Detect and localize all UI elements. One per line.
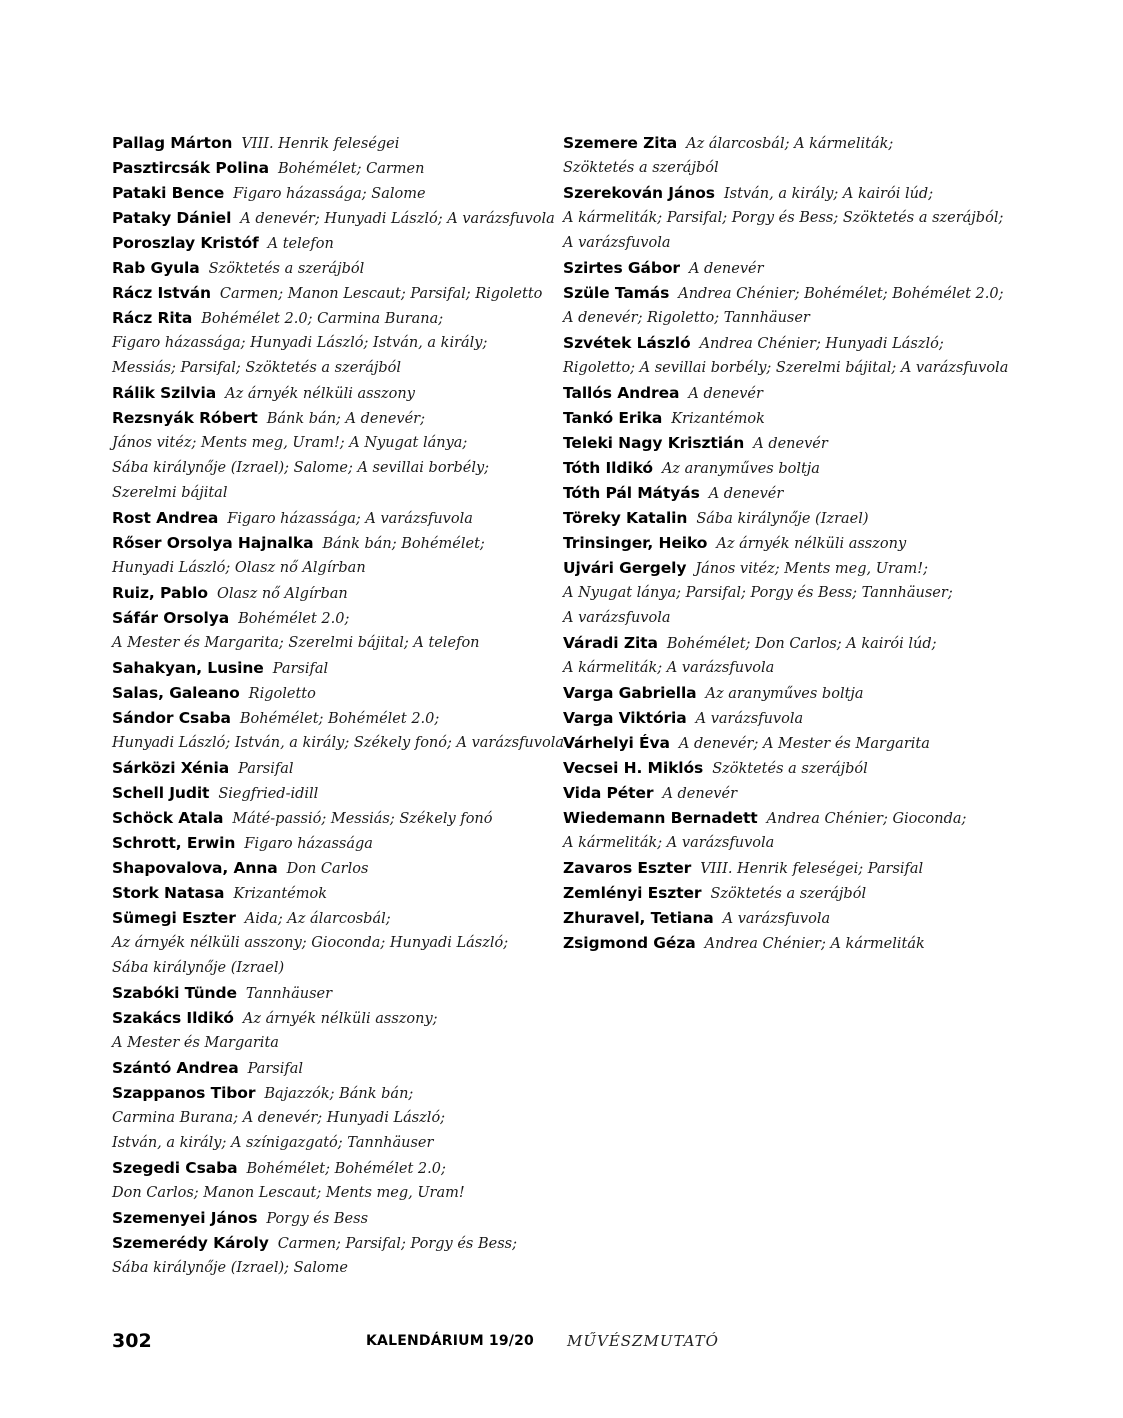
- entry-line: [563, 731, 1003, 756]
- right-column: [563, 131, 1009, 956]
- role-list: Rigoletto; A sevillai borbély; Szerelmi bájital; A varázsfuvola: [563, 360, 1009, 376]
- artist-entry: [112, 981, 542, 1006]
- role-list: Bohémélet; Bohémélet 2.0;: [246, 1161, 446, 1177]
- artist-name: Sümegi Eszter: [112, 909, 236, 927]
- entry-line: [563, 606, 1003, 631]
- entry-line: [112, 831, 542, 856]
- artist-entry: [112, 831, 542, 856]
- entry-line: [563, 431, 1003, 456]
- artist-name: Varga Gabriella: [563, 684, 697, 702]
- artist-entry: [112, 1081, 542, 1156]
- artist-name: Zhuravel, Tetiana: [563, 909, 714, 927]
- entry-line: [563, 706, 1003, 731]
- publication-title: KALENDÁRIUM 19/20: [366, 1333, 534, 1349]
- role-list: Don Carlos; Manon Lescaut; Ments meg, Uram!: [112, 1185, 465, 1201]
- artist-entry: [112, 531, 542, 581]
- artist-entry: [563, 381, 1003, 406]
- entry-line: [563, 856, 1003, 881]
- entry-line: [563, 831, 1003, 856]
- role-list: Porgy és Bess: [266, 1211, 369, 1227]
- role-list: A denevér: [688, 386, 763, 402]
- entry-line: [563, 356, 1009, 381]
- artist-entry: [112, 131, 542, 156]
- artist-name: Pataky Dániel: [112, 209, 232, 227]
- role-list: Parsifal: [247, 1061, 303, 1077]
- entry-line: [563, 506, 1003, 531]
- role-list: Andrea Chénier; Gioconda;: [766, 811, 967, 827]
- role-list: Bohémélet; Carmen: [277, 161, 425, 177]
- artist-entry: [112, 256, 542, 281]
- left-column: [112, 131, 564, 1281]
- entry-line: [112, 1081, 542, 1106]
- artist-name: Várhelyi Éva: [563, 734, 670, 752]
- role-list: Krizantémok: [233, 886, 328, 902]
- artist-name: Pataki Bence: [112, 184, 225, 202]
- artist-entry: [112, 181, 542, 206]
- page-footer: [112, 1330, 1012, 1360]
- entry-line: [112, 1031, 542, 1056]
- role-list: Don Carlos: [286, 861, 369, 877]
- artist-name: Töreky Katalin: [563, 509, 688, 527]
- artist-name: Pallag Márton: [112, 134, 233, 152]
- entry-line: [112, 206, 555, 231]
- entry-line: [112, 606, 542, 631]
- artist-name: Poroszlay Kristóf: [112, 234, 259, 252]
- entry-line: [112, 281, 542, 306]
- role-list: A denevér: [688, 261, 764, 277]
- artist-name: Zsigmond Géza: [563, 934, 696, 952]
- role-list: Parsifal: [238, 761, 294, 777]
- role-list: Szerelmi bájital: [112, 485, 228, 501]
- role-list: A denevér: [708, 486, 784, 502]
- artist-entry: [112, 606, 542, 656]
- role-list: Bohémélet 2.0;: [238, 611, 350, 627]
- entry-line: [112, 1131, 542, 1156]
- entry-line: [563, 531, 1003, 556]
- artist-name: Ruiz, Pablo: [112, 584, 208, 602]
- role-list: Figaro házassága; Salome: [233, 186, 426, 202]
- entry-line: [563, 931, 1003, 956]
- entry-line: [112, 1231, 542, 1256]
- artist-name: Szüle Tamás: [563, 284, 670, 302]
- page-number: 302: [112, 1330, 152, 1352]
- entry-line: [112, 181, 542, 206]
- entry-line: [112, 656, 542, 681]
- artist-name: Tallós Andrea: [563, 384, 680, 402]
- artist-entry: [563, 881, 1003, 906]
- entry-line: [112, 256, 542, 281]
- role-list: Bajazzók; Bánk bán;: [264, 1086, 414, 1102]
- artist-name: Rost Andrea: [112, 509, 219, 527]
- artist-entry: [563, 256, 1003, 281]
- entry-line: [563, 806, 1003, 831]
- role-list: Sába királynője (Izrael); Salome: [112, 1260, 348, 1276]
- role-list: A Mester és Margarita; Szerelmi bájital; A telefon: [112, 635, 480, 651]
- artist-entry: [563, 781, 1003, 806]
- entry-line: [112, 956, 542, 981]
- artist-entry: [563, 431, 1003, 456]
- artist-entry: [112, 806, 542, 831]
- entry-line: [112, 631, 542, 656]
- artist-entry: [563, 806, 1003, 856]
- entry-line: [563, 231, 1003, 256]
- artist-name: Rezsnyák Róbert: [112, 409, 258, 427]
- entry-line: [112, 806, 542, 831]
- role-list: Parsifal: [272, 661, 329, 677]
- role-list: Krizantémok: [671, 411, 765, 427]
- artist-entry: [112, 281, 542, 306]
- artist-name: Zemlényi Eszter: [563, 884, 702, 902]
- entry-line: [112, 231, 542, 256]
- artist-name: Zavaros Eszter: [563, 859, 692, 877]
- artist-name: Sándor Csaba: [112, 709, 231, 727]
- role-list: Hunyadi László; Olasz nő Algírban: [112, 560, 366, 576]
- artist-name: Ujvári Gergely: [563, 559, 687, 577]
- role-list: A Nyugat lánya; Parsifal; Porgy és Bess; Tannhäuser;: [563, 585, 953, 601]
- artist-entry: [563, 331, 1009, 381]
- section-title: MŰVÉSZMUTATÓ: [567, 1332, 719, 1350]
- artist-entry: [112, 1156, 542, 1206]
- entry-line: [112, 1156, 542, 1181]
- entry-line: [563, 681, 1003, 706]
- artist-entry: [563, 281, 1003, 331]
- role-list: A varázsfuvola: [563, 610, 671, 626]
- entry-line: [112, 431, 542, 456]
- role-list: Bánk bán; Bohémélet;: [322, 536, 485, 552]
- artist-name: Rácz Rita: [112, 309, 193, 327]
- artist-entry: [563, 706, 1003, 731]
- artist-name: Sárközi Xénia: [112, 759, 230, 777]
- entry-line: [112, 856, 542, 881]
- entry-line: [112, 1056, 542, 1081]
- role-list: Andrea Chénier; Hunyadi László;: [699, 336, 944, 352]
- artist-name: Tóth Ildikó: [563, 459, 653, 477]
- artist-entry: [112, 381, 542, 406]
- entry-line: [563, 906, 1003, 931]
- role-list: Siegfried-idill: [218, 786, 319, 802]
- artist-name: Szvétek László: [563, 334, 691, 352]
- entry-line: [112, 306, 542, 331]
- role-list: Bohémélet 2.0; Carmina Burana;: [201, 311, 444, 327]
- role-list: Az árnyék nélküli asszony; Gioconda; Hunyadi László;: [112, 935, 509, 951]
- entry-line: [563, 656, 1003, 681]
- artist-name: Wiedemann Bernadett: [563, 809, 758, 827]
- role-list: VIII. Henrik feleségei; Parsifal: [700, 861, 924, 877]
- artist-name: Varga Viktória: [563, 709, 687, 727]
- artist-entry: [563, 731, 1003, 756]
- role-list: Máté-passió; Messiás; Székely fonó: [232, 811, 493, 827]
- artist-name: Rácz István: [112, 284, 211, 302]
- entry-line: [112, 156, 542, 181]
- artist-entry: [112, 681, 542, 706]
- role-list: Olasz nő Algírban: [216, 586, 348, 602]
- role-list: Figaro házassága; Hunyadi László; István, a király;: [112, 335, 488, 351]
- artist-name: Rálik Szilvia: [112, 384, 217, 402]
- entry-line: [112, 1106, 542, 1131]
- artist-entry: [112, 756, 542, 781]
- role-list: Az álarcosbál; A kármeliták;: [686, 136, 894, 152]
- role-list: A denevér; A Mester és Margarita: [678, 736, 930, 752]
- artist-entry: [112, 856, 542, 881]
- entry-line: [563, 306, 1003, 331]
- role-list: A kármeliták; A varázsfuvola: [563, 660, 775, 676]
- artist-entry: [563, 531, 1003, 556]
- role-list: Hunyadi László; István, a király; Székely fonó; A varázsfuvola: [112, 735, 564, 751]
- role-list: A varázsfuvola: [722, 911, 831, 927]
- entry-line: [112, 881, 542, 906]
- artist-entry: [563, 456, 1003, 481]
- role-list: A Mester és Margarita: [112, 1035, 279, 1051]
- entry-line: [563, 331, 1003, 356]
- role-list: Bánk bán; A denevér;: [266, 411, 425, 427]
- entry-line: [112, 931, 542, 956]
- artist-entry: [112, 706, 564, 756]
- role-list: Rigoletto: [248, 686, 316, 702]
- artist-name: Szántó Andrea: [112, 1059, 239, 1077]
- artist-name: Vida Péter: [563, 784, 654, 802]
- entry-line: [563, 756, 1003, 781]
- artist-entry: [112, 1231, 542, 1281]
- artist-name: Schrott, Erwin: [112, 834, 236, 852]
- role-list: Carmen; Parsifal; Porgy és Bess;: [277, 1236, 517, 1252]
- role-list: Szöktetés a szerájból: [208, 261, 365, 277]
- entry-line: [563, 381, 1003, 406]
- artist-entry: [112, 1056, 542, 1081]
- role-list: Szöktetés a szerájból: [710, 886, 867, 902]
- artist-name: Szegedi Csaba: [112, 1159, 238, 1177]
- entry-line: [563, 206, 1003, 231]
- artist-entry: [563, 131, 1003, 181]
- role-list: Aida; Az álarcosbál;: [244, 911, 391, 927]
- artist-entry: [563, 906, 1003, 931]
- artist-name: Rab Gyula: [112, 259, 200, 277]
- artist-entry: [112, 306, 542, 381]
- artist-name: Szappanos Tibor: [112, 1084, 256, 1102]
- artist-name: Szemerédy Károly: [112, 1234, 269, 1252]
- artist-entry: [563, 481, 1003, 506]
- role-list: Figaro házassága: [244, 836, 373, 852]
- role-list: Az árnyék nélküli asszony: [716, 536, 907, 552]
- entry-line: [112, 381, 542, 406]
- artist-name: Salas, Galeano: [112, 684, 240, 702]
- entry-line: [112, 981, 542, 1006]
- artist-name: Teleki Nagy Krisztián: [563, 434, 745, 452]
- role-list: Az árnyék nélküli asszony: [225, 386, 415, 402]
- artist-name: Szirtes Gábor: [563, 259, 680, 277]
- entry-line: [112, 531, 542, 556]
- entry-line: [112, 131, 542, 156]
- artist-name: Schell Judit: [112, 784, 210, 802]
- entry-line: [112, 781, 542, 806]
- artist-entry: [112, 656, 542, 681]
- artist-name: Szerekován János: [563, 184, 715, 202]
- entry-line: [112, 581, 542, 606]
- role-list: Az aranyműves boltja: [705, 686, 864, 702]
- entry-line: [563, 156, 1003, 181]
- artist-entry: [112, 906, 542, 981]
- artist-name: Szemere Zita: [563, 134, 678, 152]
- artist-name: Vecsei H. Miklós: [563, 759, 704, 777]
- artist-entry: [563, 406, 1003, 431]
- artist-name: Rőser Orsolya Hajnalka: [112, 534, 314, 552]
- role-list: Bohémélet; Don Carlos; A kairói lúd;: [666, 636, 937, 652]
- artist-name: Váradi Zita: [563, 634, 658, 652]
- artist-entry: [563, 181, 1003, 256]
- entry-line: [112, 906, 542, 931]
- artist-name: Shapovalova, Anna: [112, 859, 278, 877]
- role-list: Carmen; Manon Lescaut; Parsifal; Rigoletto: [219, 286, 543, 302]
- artist-entry: [112, 406, 542, 506]
- entry-line: [112, 731, 564, 756]
- role-list: Carmina Burana; A denevér; Hunyadi László;: [112, 1110, 446, 1126]
- role-list: Bohémélet; Bohémélet 2.0;: [239, 711, 440, 727]
- role-list: VIII. Henrik feleségei: [241, 136, 400, 152]
- entry-line: [563, 181, 1003, 206]
- entry-line: [563, 281, 1003, 306]
- entry-line: [112, 406, 542, 431]
- entry-line: [563, 881, 1003, 906]
- artist-entry: [563, 931, 1003, 956]
- entry-line: [112, 1006, 542, 1031]
- role-list: Szöktetés a szerájból: [563, 160, 719, 176]
- role-list: Andrea Chénier; Bohémélet; Bohémélet 2.0;: [678, 286, 1004, 302]
- artist-entry: [112, 881, 542, 906]
- entry-line: [112, 1181, 542, 1206]
- artist-entry: [112, 1006, 542, 1056]
- artist-entry: [112, 581, 542, 606]
- artist-entry: [563, 756, 1003, 781]
- entry-line: [563, 456, 1003, 481]
- artist-name: Sahakyan, Lusine: [112, 659, 264, 677]
- artist-name: Pasztircsák Polina: [112, 159, 269, 177]
- artist-entry: [563, 556, 1003, 631]
- role-list: Az árnyék nélküli asszony;: [242, 1011, 438, 1027]
- entry-line: [112, 1256, 542, 1281]
- entry-line: [112, 356, 542, 381]
- role-list: A varázsfuvola: [695, 711, 804, 727]
- artist-name: Schöck Atala: [112, 809, 224, 827]
- role-list: Sába királynője (Izrael): [696, 511, 869, 527]
- artist-name: Tóth Pál Mátyás: [563, 484, 700, 502]
- entry-line: [112, 706, 542, 731]
- entry-line: [112, 681, 542, 706]
- role-list: Sába királynője (Izrael): [112, 960, 285, 976]
- entry-line: [112, 331, 542, 356]
- artist-name: Szakács Ildikó: [112, 1009, 234, 1027]
- role-list: Az aranyműves boltja: [661, 461, 820, 477]
- artist-name: Szabóki Tünde: [112, 984, 237, 1002]
- role-list: Sába királynője (Izrael); Salome; A sevillai borbély;: [112, 460, 490, 476]
- artist-entry: [563, 681, 1003, 706]
- role-list: István, a király; A kairói lúd;: [723, 186, 934, 202]
- entry-line: [563, 406, 1003, 431]
- role-list: A kármeliták; A varázsfuvola: [563, 835, 775, 851]
- artist-entry: [112, 206, 555, 231]
- role-list: Szöktetés a szerájból: [712, 761, 868, 777]
- role-list: Messiás; Parsifal; Szöktetés a szerájból: [112, 360, 402, 376]
- entry-line: [112, 756, 542, 781]
- entry-line: [563, 131, 1003, 156]
- artist-entry: [112, 1206, 542, 1231]
- role-list: István, a király; A színigazgató; Tannhäuser: [112, 1135, 434, 1151]
- role-list: A varázsfuvola: [563, 235, 671, 251]
- role-list: János vitéz; Ments meg, Uram!; A Nyugat lánya;: [112, 435, 468, 451]
- artist-name: Trinsinger, Heiko: [563, 534, 708, 552]
- entry-line: [563, 256, 1003, 281]
- role-list: Andrea Chénier; A kármeliták: [704, 936, 925, 952]
- artist-entry: [112, 156, 542, 181]
- role-list: A telefon: [267, 236, 334, 252]
- role-list: A denevér: [662, 786, 738, 802]
- artist-entry: [112, 231, 542, 256]
- role-list: A denevér; Rigoletto; Tannhäuser: [563, 310, 810, 326]
- role-list: Tannhäuser: [245, 986, 333, 1002]
- artist-entry: [563, 856, 1003, 881]
- entry-line: [563, 481, 1003, 506]
- entry-line: [112, 456, 542, 481]
- artist-name: Sáfár Orsolya: [112, 609, 230, 627]
- entry-line: [563, 631, 1003, 656]
- entry-line: [563, 781, 1003, 806]
- entry-line: [563, 556, 1003, 581]
- artist-name: Szemenyei János: [112, 1209, 258, 1227]
- artist-entry: [563, 631, 1003, 681]
- role-list: A kármeliták; Parsifal; Porgy és Bess; Szöktetés a szerájból;: [563, 210, 1004, 226]
- entry-line: [112, 1206, 542, 1231]
- entry-line: [112, 556, 542, 581]
- artist-entry: [112, 506, 542, 531]
- entry-line: [112, 506, 542, 531]
- entry-line: [563, 581, 1003, 606]
- role-list: A denevér; Hunyadi László; A varázsfuvola: [240, 211, 555, 227]
- entry-line: [112, 481, 542, 506]
- artist-name: Tankó Erika: [563, 409, 663, 427]
- role-list: Figaro házassága; A varázsfuvola: [227, 511, 473, 527]
- role-list: A denevér: [753, 436, 828, 452]
- role-list: János vitéz; Ments meg, Uram!;: [695, 561, 929, 577]
- artist-entry: [563, 506, 1003, 531]
- artist-name: Stork Natasa: [112, 884, 225, 902]
- artist-entry: [112, 781, 542, 806]
